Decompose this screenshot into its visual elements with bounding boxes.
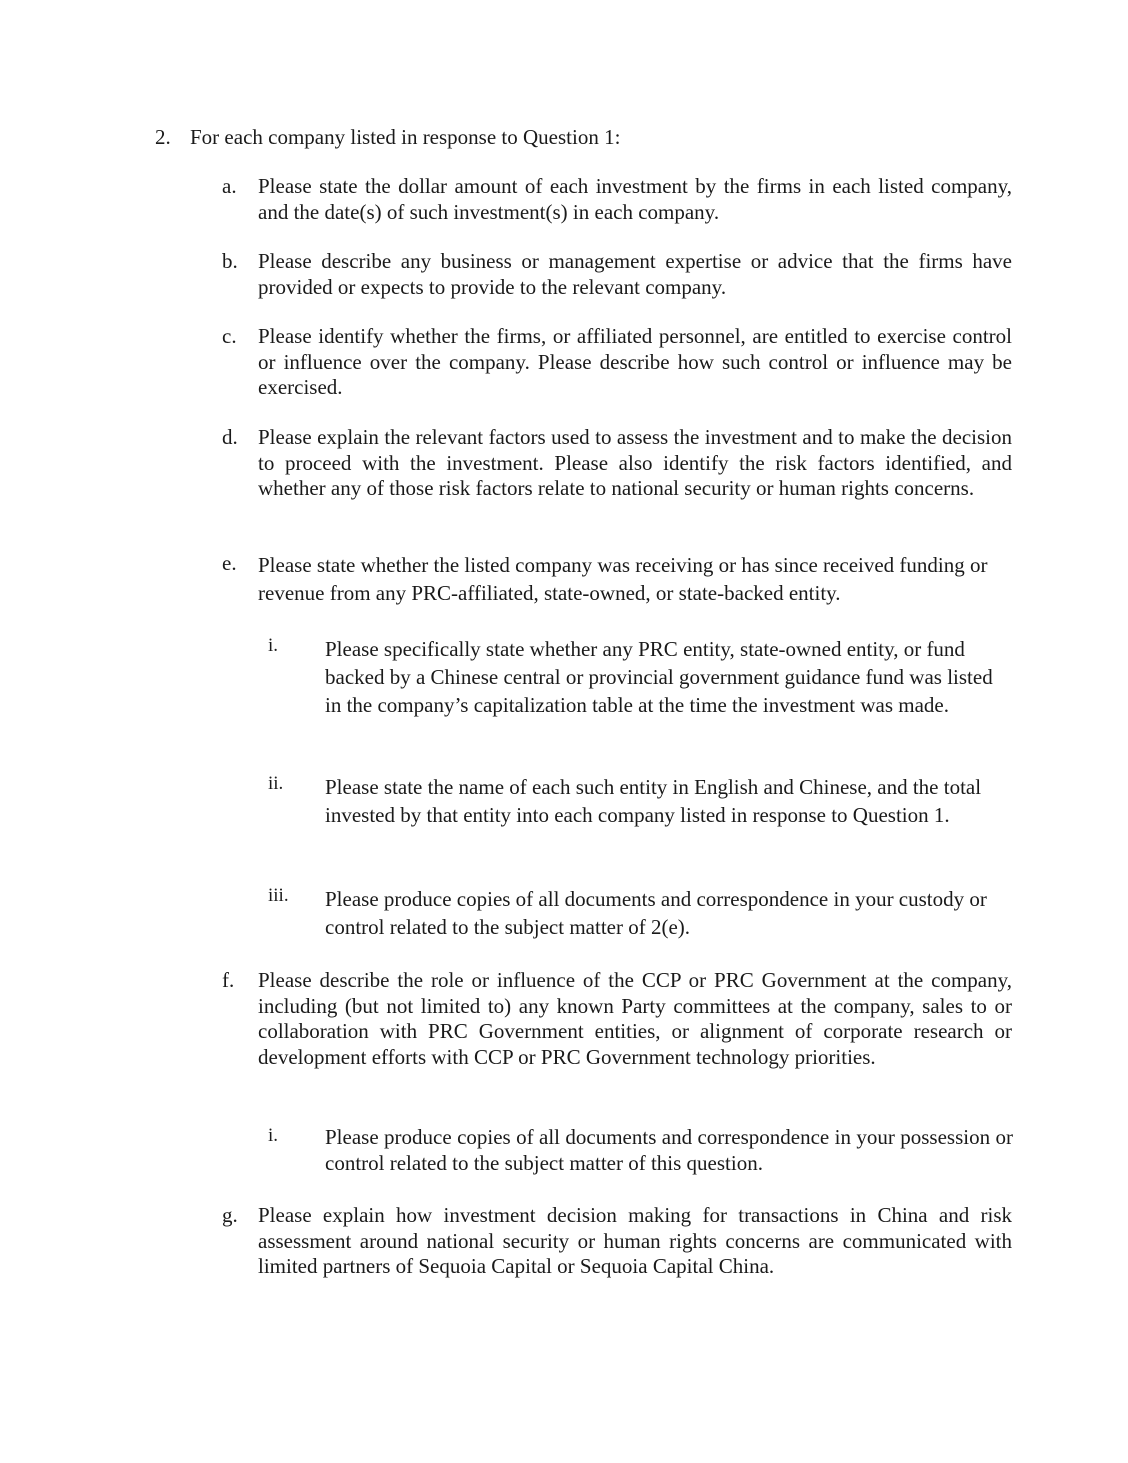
subitem-label: ii. [268, 773, 284, 794]
item-text: Please explain how investment decision making for transactions in China and risk assessment around national security or human rights concerns are communicated with limited partners of Sequoia Capital or Sequoia Capital China. [258, 1203, 1012, 1278]
subitem-label: i. [268, 1125, 279, 1146]
item-label: d. [222, 425, 238, 449]
item-e-ii [268, 773, 1013, 829]
subitem-label: iii. [268, 885, 289, 906]
item-label: f. [222, 968, 235, 992]
item-a [222, 174, 1012, 225]
question-intro: For each company listed in response to Question 1: [190, 125, 621, 149]
item-d [222, 425, 1012, 502]
item-e-i [268, 635, 1013, 719]
subitem-label: i. [268, 635, 279, 656]
item-text: Please explain the relevant factors used to assess the investment and to make the decision to proceed with the investment. Please also identify the risk factors identified, and whether any of those risk factors relate to national security or human rights concerns. [258, 425, 1012, 500]
item-f-i [268, 1125, 1013, 1176]
item-text: Please state whether the listed company was receiving or has since received funding or revenue from any PRC-affiliated, state-owned, or state-backed entity. [258, 553, 988, 605]
item-text: Please describe the role or influence of the CCP or PRC Government at the company, including (but not limited to) any known Party committees at the company, sales to or collaboration with PRC Government entities, or alignment of corporate research or development efforts with CCP or PRC Government technology priorities. [258, 968, 1012, 1069]
question-number: 2. [155, 125, 171, 149]
subitem-text: Please produce copies of all documents and correspondence in your custody or control related to the subject matter of 2(e). [325, 887, 987, 939]
item-label: g. [222, 1203, 238, 1227]
item-label: a. [222, 174, 237, 198]
item-f [222, 968, 1012, 1070]
subitem-text: Please produce copies of all documents and correspondence in your possession or control related to the subject matter of this question. [325, 1125, 1013, 1175]
item-e [222, 551, 1012, 607]
item-text: Please describe any business or management expertise or advice that the firms have provided or expects to provide to the relevant company. [258, 249, 1012, 299]
item-text: Please state the dollar amount of each investment by the firms in each listed company, and the date(s) of such investment(s) in each company. [258, 174, 1012, 224]
item-text: Please identify whether the firms, or affiliated personnel, are entitled to exercise control or influence over the company. Please describe how such control or influence may be exercised. [258, 324, 1012, 399]
item-g [222, 1203, 1012, 1280]
item-label: c. [222, 324, 237, 348]
item-label: b. [222, 249, 238, 273]
question-heading [155, 124, 1015, 150]
item-b [222, 249, 1012, 300]
item-label: e. [222, 551, 237, 575]
subitem-text: Please state the name of each such entity in English and Chinese, and the total invested by that entity into each company listed in response to Question 1. [325, 775, 982, 827]
item-c [222, 324, 1012, 401]
subitem-text: Please specifically state whether any PRC entity, state-owned entity, or fund backed by a Chinese central or provincial government guidance fund was listed in the company’s capitalization table at the time the investment was made. [325, 637, 993, 717]
item-e-iii [268, 885, 1013, 941]
